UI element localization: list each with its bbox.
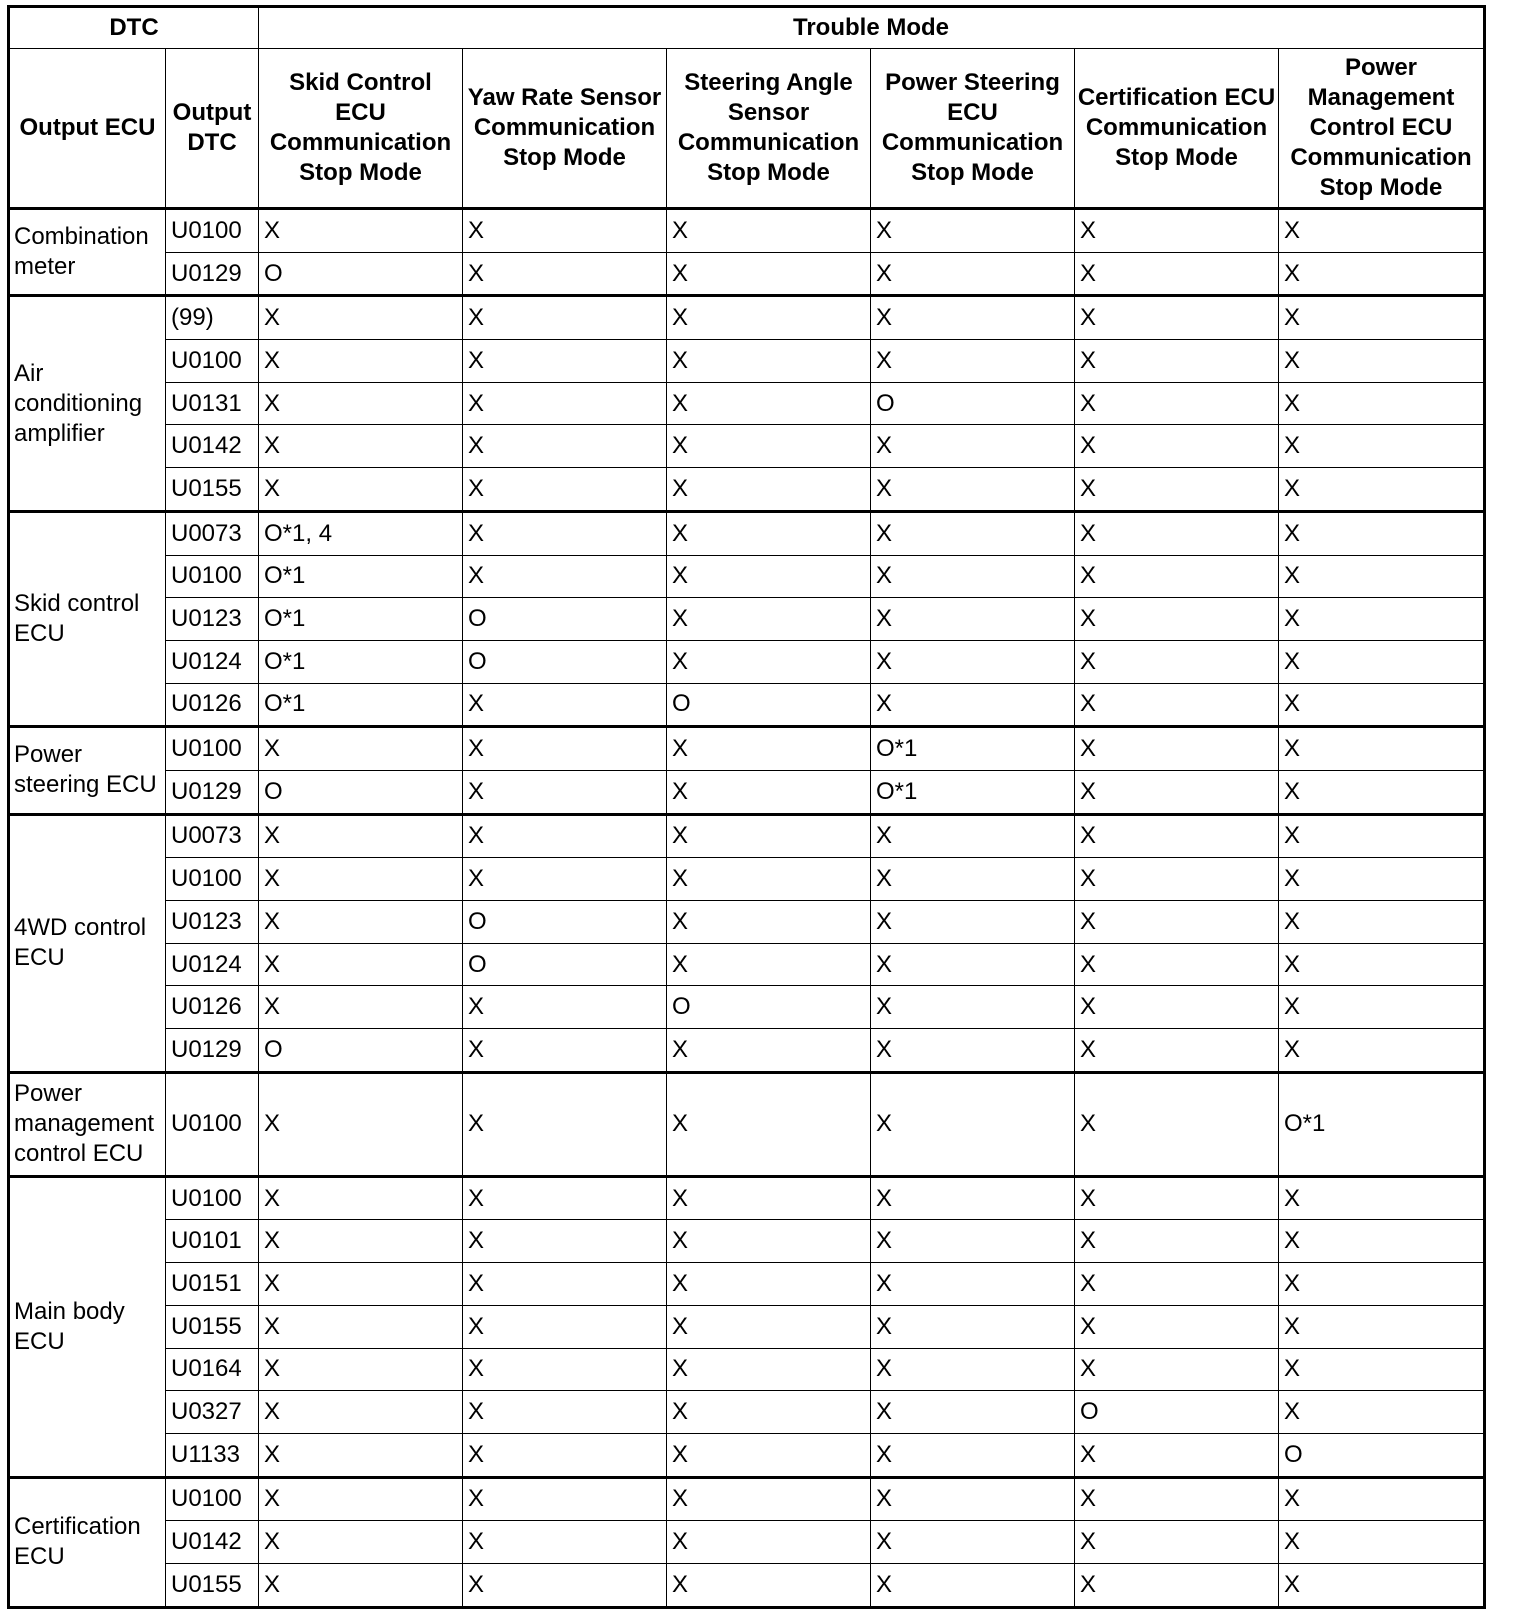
trouble-mode-cell: X — [259, 1477, 463, 1521]
trouble-mode-cell: X — [1075, 1305, 1279, 1348]
trouble-mode-cell: X — [667, 1263, 871, 1306]
trouble-mode-cell: X — [1075, 209, 1279, 253]
trouble-mode-cell: X — [871, 1521, 1075, 1564]
trouble-mode-cell: X — [667, 727, 871, 771]
trouble-mode-cell: X — [667, 1305, 871, 1348]
trouble-mode-cell: O — [463, 598, 667, 641]
output-dtc-cell: U0126 — [166, 683, 259, 727]
trouble-mode-cell: X — [1279, 382, 1485, 425]
trouble-mode-cell: X — [259, 727, 463, 771]
trouble-mode-cell: X — [871, 598, 1075, 641]
table-row — [9, 382, 1485, 425]
mode-header-skid-control: Skid Control ECU Communication Stop Mode — [259, 49, 463, 209]
mode-header-steering-angle: Steering Angle Sensor Communication Stop Mode — [667, 49, 871, 209]
trouble-mode-cell: X — [1075, 252, 1279, 296]
trouble-mode-cell: X — [1279, 555, 1485, 598]
trouble-mode-cell: X — [259, 1220, 463, 1263]
table-row — [9, 683, 1485, 727]
table-row — [9, 252, 1485, 296]
trouble-mode-cell: X — [667, 1521, 871, 1564]
trouble-mode-cell: X — [667, 209, 871, 253]
output-dtc-cell: U0073 — [166, 511, 259, 555]
output-dtc-cell: U0129 — [166, 1029, 259, 1073]
output-dtc-cell: U0151 — [166, 1263, 259, 1306]
trouble-mode-cell: X — [259, 943, 463, 986]
table-row — [9, 1220, 1485, 1263]
trouble-mode-cell: X — [1075, 986, 1279, 1029]
trouble-mode-cell: X — [1075, 1176, 1279, 1220]
output-dtc-cell: U0155 — [166, 1305, 259, 1348]
output-ecu-cell: Main body ECU — [9, 1176, 166, 1477]
trouble-mode-cell: X — [1279, 1305, 1485, 1348]
table-row — [9, 986, 1485, 1029]
trouble-mode-cell: X — [871, 901, 1075, 944]
trouble-mode-cell: X — [1279, 252, 1485, 296]
table-row — [9, 1029, 1485, 1073]
trouble-mode-cell: X — [1075, 1563, 1279, 1607]
trouble-mode-cell: X — [1279, 1029, 1485, 1073]
trouble-mode-cell: X — [871, 511, 1075, 555]
trouble-mode-cell: X — [667, 640, 871, 683]
trouble-mode-cell: X — [1075, 1348, 1279, 1391]
trouble-mode-cell: X — [259, 468, 463, 512]
trouble-mode-cell: X — [1075, 640, 1279, 683]
trouble-mode-cell: X — [1279, 1521, 1485, 1564]
trouble-mode-cell: X — [667, 1029, 871, 1073]
table-row — [9, 1521, 1485, 1564]
trouble-mode-cell: X — [259, 1433, 463, 1477]
output-ecu-header: Output ECU — [9, 49, 166, 209]
table-row — [9, 209, 1485, 253]
trouble-mode-cell: X — [871, 1305, 1075, 1348]
output-ecu-cell: Certification ECU — [9, 1477, 166, 1607]
trouble-mode-cell: O*1 — [259, 555, 463, 598]
table-row — [9, 1263, 1485, 1306]
table-row — [9, 943, 1485, 986]
output-ecu-cell: Power management control ECU — [9, 1072, 166, 1176]
trouble-mode-cell: X — [1279, 598, 1485, 641]
trouble-mode-cell: O*1 — [259, 598, 463, 641]
trouble-mode-cell: X — [1279, 1477, 1485, 1521]
trouble-mode-cell: X — [871, 1263, 1075, 1306]
trouble-mode-cell: X — [667, 1433, 871, 1477]
trouble-mode-cell: O — [1075, 1391, 1279, 1434]
trouble-mode-cell: X — [259, 209, 463, 253]
table-row — [9, 727, 1485, 771]
trouble-mode-cell: X — [1075, 468, 1279, 512]
trouble-mode-cell: X — [463, 1477, 667, 1521]
trouble-mode-cell: X — [1279, 683, 1485, 727]
trouble-mode-cell: X — [871, 1176, 1075, 1220]
trouble-mode-cell: X — [1279, 640, 1485, 683]
trouble-mode-cell: X — [667, 814, 871, 858]
trouble-mode-cell: X — [667, 1220, 871, 1263]
trouble-mode-cell: X — [871, 209, 1075, 253]
trouble-mode-cell: O*1 — [871, 727, 1075, 771]
trouble-mode-cell: X — [871, 1563, 1075, 1607]
output-dtc-cell: U0126 — [166, 986, 259, 1029]
trouble-mode-cell: O — [667, 683, 871, 727]
trouble-mode-cell: X — [1075, 296, 1279, 340]
trouble-mode-cell: X — [463, 1305, 667, 1348]
trouble-mode-cell: O — [259, 770, 463, 814]
trouble-mode-cell: X — [1075, 943, 1279, 986]
trouble-mode-cell: X — [871, 1391, 1075, 1434]
trouble-mode-cell: X — [667, 1348, 871, 1391]
output-dtc-cell: U0129 — [166, 252, 259, 296]
trouble-mode-cell: X — [463, 1072, 667, 1176]
trouble-mode-cell: X — [667, 858, 871, 901]
table-row — [9, 340, 1485, 383]
trouble-mode-cell: X — [259, 1305, 463, 1348]
table-row — [9, 1563, 1485, 1607]
trouble-mode-cell: X — [463, 340, 667, 383]
trouble-mode-cell: X — [667, 901, 871, 944]
trouble-mode-cell: X — [1279, 296, 1485, 340]
trouble-mode-cell: X — [871, 1220, 1075, 1263]
trouble-mode-cell: X — [667, 425, 871, 468]
trouble-mode-cell: X — [259, 1263, 463, 1306]
trouble-mode-cell: X — [1279, 770, 1485, 814]
table-row — [9, 1433, 1485, 1477]
trouble-mode-cell: X — [1075, 1029, 1279, 1073]
trouble-mode-cell: X — [871, 1477, 1075, 1521]
output-dtc-cell: U0124 — [166, 640, 259, 683]
trouble-mode-cell: X — [667, 1176, 871, 1220]
trouble-mode-cell: O — [667, 986, 871, 1029]
table-row — [9, 1348, 1485, 1391]
output-dtc-cell: U0100 — [166, 727, 259, 771]
trouble-mode-cell: X — [667, 1391, 871, 1434]
trouble-mode-cell: X — [259, 1391, 463, 1434]
trouble-mode-cell: X — [463, 511, 667, 555]
trouble-mode-cell: X — [259, 858, 463, 901]
trouble-mode-cell: X — [463, 1521, 667, 1564]
trouble-mode-cell: X — [1279, 1176, 1485, 1220]
trouble-mode-cell: X — [1075, 598, 1279, 641]
dtc-table-container — [7, 5, 1486, 1609]
trouble-mode-cell: X — [1075, 1263, 1279, 1306]
table-row — [9, 814, 1485, 858]
trouble-mode-cell: X — [667, 1072, 871, 1176]
mode-header-certification: Certification ECU Communication Stop Mode — [1075, 49, 1279, 209]
trouble-mode-cell: X — [1075, 1521, 1279, 1564]
trouble-mode-cell: X — [259, 1348, 463, 1391]
dtc-group-header: DTC — [9, 7, 259, 49]
trouble-mode-cell: X — [871, 252, 1075, 296]
trouble-mode-cell: X — [871, 296, 1075, 340]
mode-header-yaw-rate: Yaw Rate Sensor Communication Stop Mode — [463, 49, 667, 209]
trouble-mode-cell: X — [1279, 814, 1485, 858]
trouble-mode-cell: X — [667, 340, 871, 383]
trouble-mode-cell: X — [259, 986, 463, 1029]
trouble-mode-cell: X — [259, 425, 463, 468]
trouble-mode-cell: X — [1075, 770, 1279, 814]
trouble-mode-cell: O*1 — [259, 640, 463, 683]
output-ecu-cell: Air conditioning amplifier — [9, 296, 166, 511]
trouble-mode-cell: O — [463, 943, 667, 986]
table-row — [9, 555, 1485, 598]
output-dtc-cell: U0142 — [166, 1521, 259, 1564]
trouble-mode-cell: X — [463, 1563, 667, 1607]
output-dtc-cell: U0073 — [166, 814, 259, 858]
trouble-mode-cell: X — [1075, 555, 1279, 598]
trouble-mode-cell: X — [1279, 1348, 1485, 1391]
trouble-mode-cell: X — [1279, 340, 1485, 383]
output-dtc-cell: U0131 — [166, 382, 259, 425]
trouble-mode-cell: X — [1075, 1433, 1279, 1477]
trouble-mode-cell: X — [1279, 1263, 1485, 1306]
trouble-mode-cell: X — [463, 209, 667, 253]
trouble-mode-cell: X — [1075, 1220, 1279, 1263]
trouble-mode-cell: X — [463, 425, 667, 468]
table-row — [9, 511, 1485, 555]
trouble-mode-cell: X — [1075, 511, 1279, 555]
trouble-mode-cell: X — [463, 1220, 667, 1263]
table-row — [9, 468, 1485, 512]
trouble-mode-cell: X — [463, 1433, 667, 1477]
output-dtc-cell: U0101 — [166, 1220, 259, 1263]
trouble-mode-cell: O*1 — [1279, 1072, 1485, 1176]
trouble-mode-cell: O — [259, 1029, 463, 1073]
output-dtc-cell: U0129 — [166, 770, 259, 814]
trouble-mode-cell: X — [463, 1348, 667, 1391]
trouble-mode-cell: X — [667, 511, 871, 555]
trouble-mode-cell: X — [1279, 511, 1485, 555]
output-dtc-cell: U1133 — [166, 1433, 259, 1477]
trouble-mode-cell: X — [871, 1348, 1075, 1391]
trouble-mode-cell: X — [1075, 814, 1279, 858]
trouble-mode-cell: O — [463, 901, 667, 944]
trouble-mode-cell: X — [1279, 858, 1485, 901]
trouble-mode-cell: O — [1279, 1433, 1485, 1477]
trouble-mode-cell: X — [1075, 340, 1279, 383]
trouble-mode-cell: X — [463, 252, 667, 296]
trouble-mode-cell: X — [871, 1433, 1075, 1477]
trouble-mode-cell: X — [667, 296, 871, 340]
dtc-trouble-mode-table — [7, 5, 1486, 1609]
output-dtc-cell: U0100 — [166, 209, 259, 253]
trouble-mode-cell: X — [1279, 1220, 1485, 1263]
trouble-mode-cell: X — [871, 1072, 1075, 1176]
table-row — [9, 296, 1485, 340]
trouble-mode-cell: X — [667, 598, 871, 641]
mode-header-power-steering: Power Steering ECU Communication Stop Mode — [871, 49, 1075, 209]
trouble-mode-cell: X — [259, 296, 463, 340]
output-dtc-cell: (99) — [166, 296, 259, 340]
output-dtc-cell: U0164 — [166, 1348, 259, 1391]
trouble-mode-cell: X — [463, 814, 667, 858]
trouble-mode-cell: X — [871, 640, 1075, 683]
output-dtc-cell: U0100 — [166, 555, 259, 598]
trouble-mode-cell: X — [463, 858, 667, 901]
table-row — [9, 901, 1485, 944]
trouble-mode-cell: X — [463, 296, 667, 340]
output-dtc-cell: U0155 — [166, 468, 259, 512]
trouble-mode-cell: X — [1075, 1477, 1279, 1521]
trouble-mode-cell: X — [667, 943, 871, 986]
trouble-mode-cell: O — [871, 382, 1075, 425]
trouble-mode-cell: O — [259, 252, 463, 296]
trouble-mode-cell: X — [463, 1391, 667, 1434]
output-dtc-cell: U0100 — [166, 858, 259, 901]
trouble-mode-cell: X — [463, 1029, 667, 1073]
output-dtc-cell: U0100 — [166, 340, 259, 383]
trouble-mode-cell: X — [871, 814, 1075, 858]
trouble-mode-cell: X — [1075, 901, 1279, 944]
trouble-mode-cell: X — [1075, 382, 1279, 425]
trouble-mode-cell: X — [1075, 858, 1279, 901]
trouble-mode-cell: O*1 — [871, 770, 1075, 814]
trouble-mode-cell: X — [871, 683, 1075, 727]
trouble-mode-cell: X — [667, 382, 871, 425]
output-dtc-cell: U0327 — [166, 1391, 259, 1434]
trouble-mode-cell: X — [259, 814, 463, 858]
trouble-mode-cell: X — [871, 986, 1075, 1029]
trouble-mode-cell: X — [667, 252, 871, 296]
trouble-mode-cell: X — [1075, 425, 1279, 468]
output-dtc-cell: U0123 — [166, 901, 259, 944]
trouble-mode-cell: X — [667, 468, 871, 512]
trouble-mode-cell: O*1, 4 — [259, 511, 463, 555]
table-row — [9, 598, 1485, 641]
trouble-mode-cell: X — [1279, 209, 1485, 253]
trouble-mode-cell: X — [871, 943, 1075, 986]
trouble-mode-cell: X — [463, 555, 667, 598]
trouble-mode-cell: X — [1279, 1391, 1485, 1434]
table-row — [9, 1176, 1485, 1220]
table-row — [9, 425, 1485, 468]
trouble-mode-cell: X — [1279, 943, 1485, 986]
trouble-mode-cell: X — [463, 1263, 667, 1306]
trouble-mode-cell: X — [871, 340, 1075, 383]
trouble-mode-cell: X — [1279, 986, 1485, 1029]
trouble-mode-cell: X — [871, 468, 1075, 512]
output-ecu-cell: Power steering ECU — [9, 727, 166, 814]
trouble-mode-cell: X — [871, 1029, 1075, 1073]
trouble-mode-cell: X — [259, 340, 463, 383]
trouble-mode-cell: O*1 — [259, 683, 463, 727]
table-row — [9, 1072, 1485, 1176]
table-row — [9, 770, 1485, 814]
trouble-mode-cell: O — [463, 640, 667, 683]
trouble-mode-cell: X — [259, 1176, 463, 1220]
output-dtc-cell: U0124 — [166, 943, 259, 986]
output-dtc-cell: U0123 — [166, 598, 259, 641]
trouble-mode-cell: X — [1075, 683, 1279, 727]
table-body — [9, 209, 1485, 1608]
trouble-mode-cell: X — [259, 901, 463, 944]
trouble-mode-cell: X — [463, 770, 667, 814]
table-row — [9, 640, 1485, 683]
trouble-mode-cell: X — [1279, 901, 1485, 944]
mode-header-power-management: Power Management Control ECU Communication Stop Mode — [1279, 49, 1485, 209]
output-dtc-cell: U0100 — [166, 1072, 259, 1176]
trouble-mode-cell: X — [1279, 727, 1485, 771]
output-ecu-cell: Combination meter — [9, 209, 166, 296]
output-ecu-cell: Skid control ECU — [9, 511, 166, 726]
trouble-mode-cell: X — [259, 1072, 463, 1176]
trouble-mode-cell: X — [1075, 1072, 1279, 1176]
trouble-mode-group-header: Trouble Mode — [259, 7, 1485, 49]
trouble-mode-cell: X — [667, 770, 871, 814]
output-dtc-cell: U0155 — [166, 1563, 259, 1607]
trouble-mode-cell: X — [463, 683, 667, 727]
table-row — [9, 858, 1485, 901]
output-dtc-cell: U0142 — [166, 425, 259, 468]
trouble-mode-cell: X — [667, 1477, 871, 1521]
trouble-mode-cell: X — [871, 555, 1075, 598]
trouble-mode-cell: X — [463, 727, 667, 771]
trouble-mode-cell: X — [667, 555, 871, 598]
trouble-mode-cell: X — [463, 468, 667, 512]
trouble-mode-cell: X — [259, 1563, 463, 1607]
trouble-mode-cell: X — [463, 986, 667, 1029]
trouble-mode-cell: X — [1075, 727, 1279, 771]
trouble-mode-cell: X — [259, 382, 463, 425]
trouble-mode-cell: X — [871, 425, 1075, 468]
output-dtc-cell: U0100 — [166, 1477, 259, 1521]
trouble-mode-cell: X — [259, 1521, 463, 1564]
table-row — [9, 1391, 1485, 1434]
output-dtc-cell: U0100 — [166, 1176, 259, 1220]
table-row — [9, 1477, 1485, 1521]
trouble-mode-cell: X — [871, 858, 1075, 901]
trouble-mode-cell: X — [1279, 468, 1485, 512]
trouble-mode-cell: X — [463, 1176, 667, 1220]
table-row — [9, 1305, 1485, 1348]
trouble-mode-cell: X — [667, 1563, 871, 1607]
output-ecu-cell: 4WD control ECU — [9, 814, 166, 1072]
trouble-mode-cell: X — [1279, 1563, 1485, 1607]
trouble-mode-cell: X — [463, 382, 667, 425]
output-dtc-header: Output DTC — [166, 49, 259, 209]
trouble-mode-cell: X — [1279, 425, 1485, 468]
